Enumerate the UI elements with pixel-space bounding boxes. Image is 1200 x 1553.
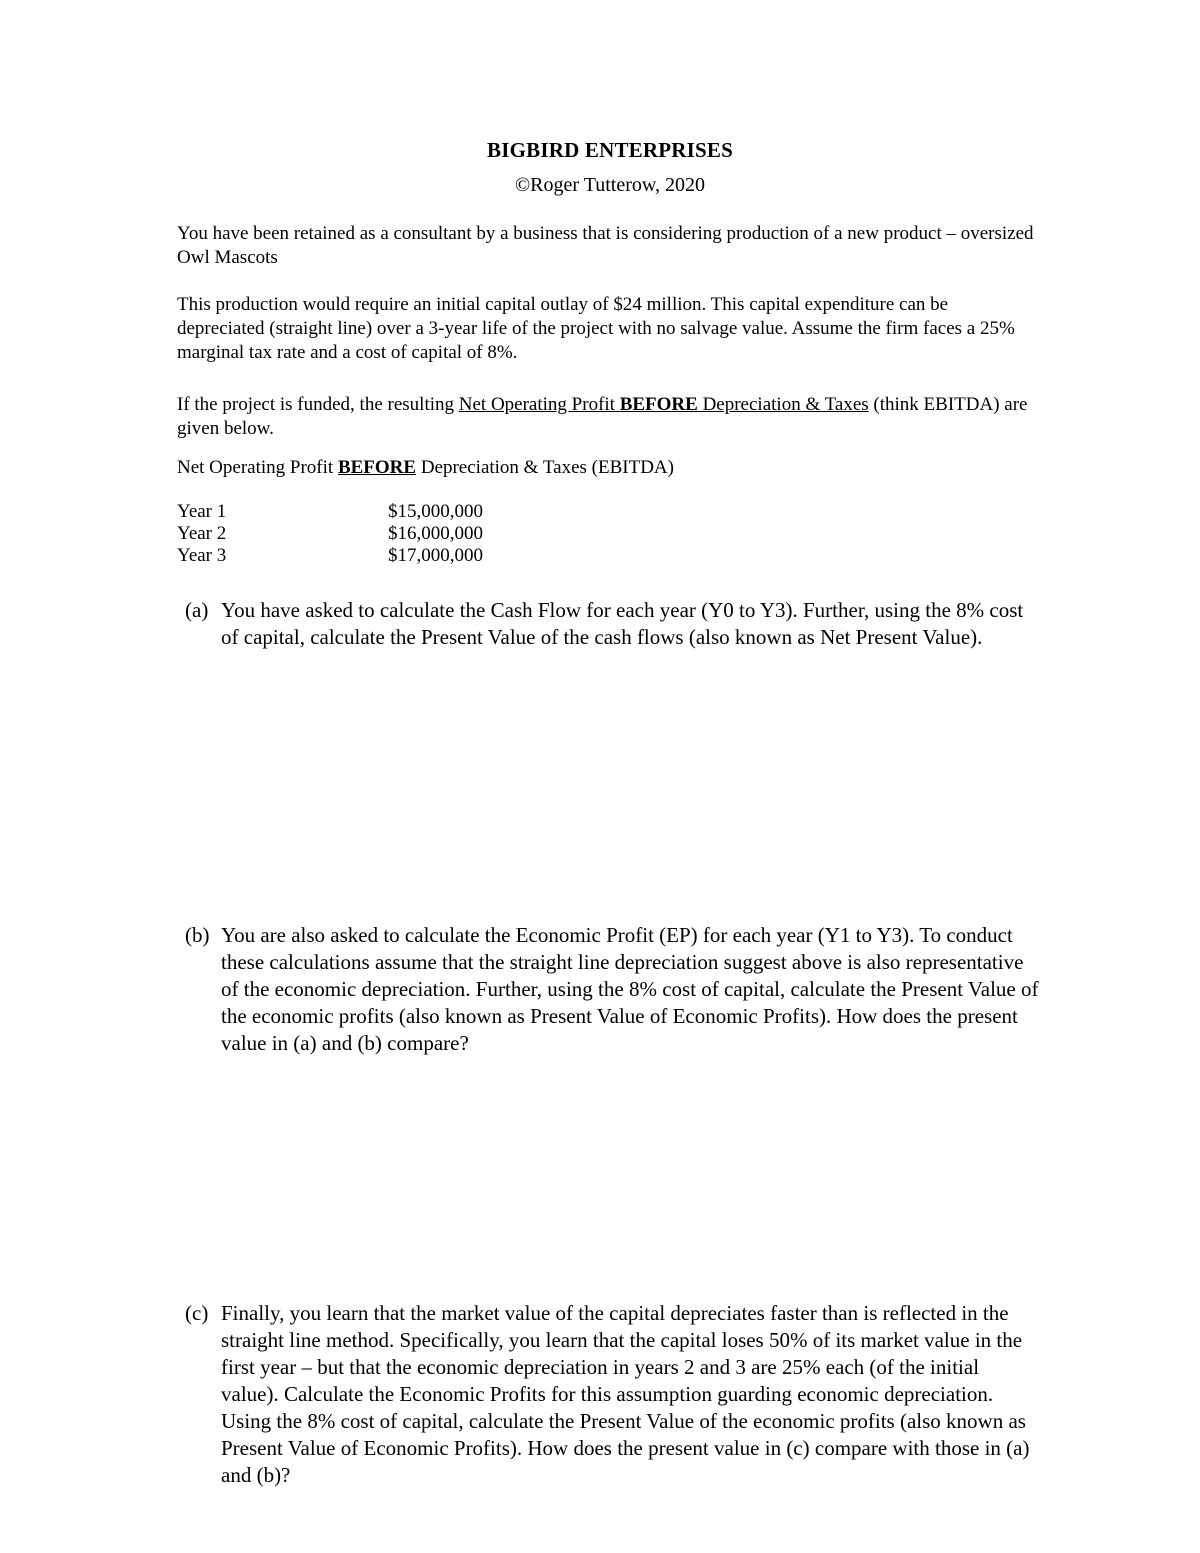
funded-term-part2: Depreciation & Taxes: [697, 394, 869, 415]
capital-paragraph: This production would require an initial capital outlay of $24 million. This capital expenditure can be depreciated (straight line) over a 3-year life of the project with no salvage value. Assume the firm faces a 25% marginal tax rate and a cost of capital of 8%.: [177, 294, 1015, 363]
funded-underlined-term: [459, 394, 869, 415]
question-b: [185, 922, 1045, 1057]
ebitda-row: [177, 523, 588, 545]
question-c: [185, 1300, 1045, 1489]
ebitda-year: Year 3: [177, 545, 227, 566]
funded-term-part1: Net Operating Profit: [458, 394, 620, 415]
document-title: BIGBIRD ENTERPRISES: [487, 138, 733, 162]
question-a: [185, 597, 1045, 651]
funded-text-post: (think EBITDA) are given below.: [177, 394, 1028, 439]
ebitda-value: $16,000,000: [388, 523, 483, 544]
intro-paragraph: You have been retained as a consultant by a business that is considering production of a new product – oversized Owl Mascots: [177, 223, 1034, 268]
funded-text-pre: If the project is funded, the resulting: [177, 394, 459, 415]
question-label: (c): [185, 1301, 209, 1325]
ebitda-value: $17,000,000: [388, 545, 483, 566]
ebitda-year: Year 1: [177, 501, 227, 522]
ebitda-heading: [177, 456, 1037, 480]
question-text: You are also asked to calculate the Economic Profit (EP) for each year (Y1 to Y3). To conduct these calculations assume that the straight line depreciation suggest above is also representative of the economic depreciation. Further, using the 8% cost of capital, calculate the Present Value of the economic profits (also known as Present Value of Economic Profits). How does the present value in (a) and (b) compare?: [221, 923, 1039, 1055]
ebitda-table: [177, 501, 588, 567]
ebitda-row: [177, 501, 588, 523]
ebitda-heading-before: BEFORE: [337, 457, 417, 478]
copyright-line: ©Roger Tutterow, 2020: [514, 174, 706, 196]
question-text: Finally, you learn that the market value of the capital depreciates faster than is reflected in the straight line method. Specifically, you learn that the capital loses 50% of its market value in the first year – but that the economic depreciation in years 2 and 3 are 25% each (of the initial value). Calculate the Economic Profits for this assumption guarding economic depreciation. Using the 8% cost of capital, calculate the Present Value of the economic profits (also known as Present Value of Economic Profits). How does the present value in (c) compare with those in (a) and (b)?: [221, 1301, 1030, 1487]
funded-paragraph: [177, 393, 1037, 441]
ebitda-value: $15,000,000: [388, 501, 483, 522]
ebitda-heading-post: Depreciation & Taxes (EBITDA): [416, 457, 674, 478]
question-text: You have asked to calculate the Cash Flow for each year (Y0 to Y3). Further, using the 8% cost of capital, calculate the Present Value of the cash flows (also known as Net Present Value).: [221, 598, 1024, 649]
question-label: (b): [185, 923, 210, 947]
ebitda-year: Year 2: [177, 523, 227, 544]
funded-term-before: BEFORE: [619, 394, 698, 415]
ebitda-heading-pre: Net Operating Profit: [177, 457, 338, 478]
ebitda-row: [177, 545, 588, 567]
question-label: (a): [185, 598, 209, 622]
